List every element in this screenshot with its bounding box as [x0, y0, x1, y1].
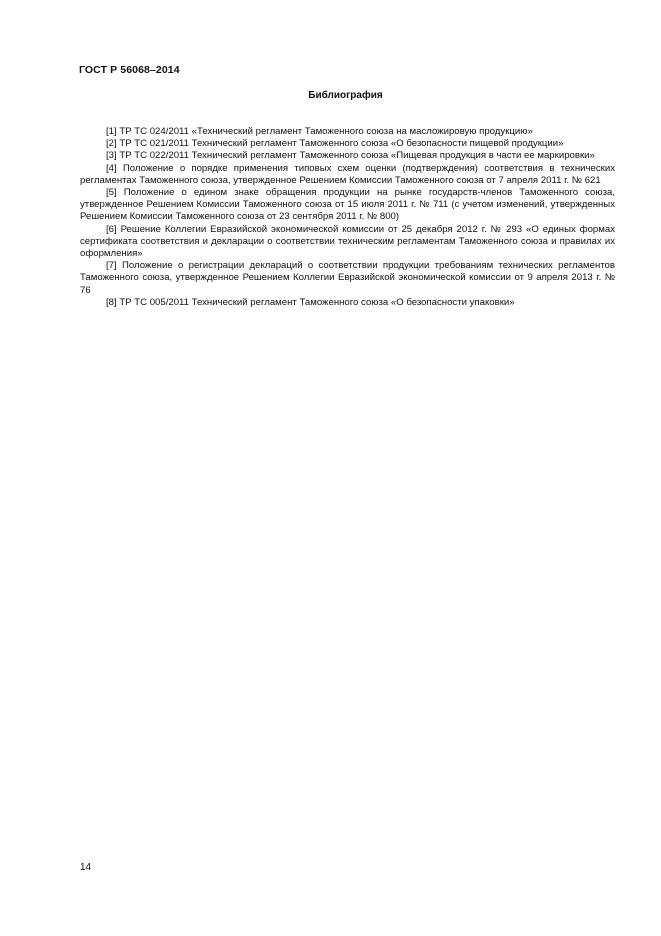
bibliography-item: [3] ТР ТС 022/2011 Технический регламент Таможенного союза «Пищевая продукция в части ее маркировки»: [106, 150, 595, 162]
page-number: 14: [80, 862, 92, 873]
bibliography-item: [8] ТР ТС 005/2011 Технический регламент Таможенного союза «О безопасности упаковки»: [106, 296, 515, 308]
bibliography-item: [1] ТР ТС 024/2011 «Технический регламент Таможенного союза на масложировую продукцию»: [106, 126, 533, 137]
bibliography-item: [5] Положение о едином знаке обращения продукции на рынке государств-членов Таможенного союза, утвержденное Решением Комиссии Таможенного союза от 15 июля 2011 г. № 711 (с учетом изменений, утвержденных Решением Комиссии Таможенного союза от 23 сентября 2011 г. № 800): [80, 187, 615, 223]
document-code: ГОСТ Р 56068–2014: [79, 64, 180, 76]
bibliography-item: [7] Положение о регистрации деклараций о соответствии продукции требованиям технических регламентов Таможенного союза, утвержденное Решением Коллегии Евразийской экономической комиссии от 9 апреля 2013 г. № 76: [80, 260, 615, 296]
bibliography-item: [6] Решение Коллегии Евразийской экономической комиссии от 25 декабря 2012 г. № 293 «О единых формах сертификата соответствия и декларации о соответствии техническим регламентам Таможенного союза и правилах их оформления»: [80, 223, 615, 260]
bibliography-title: Библиография: [308, 90, 383, 101]
bibliography-list: [80, 126, 615, 309]
bibliography-item: [2] ТР ТС 021/2011 Технический регламент Таможенного союза «О безопасности пищевой продукции»: [106, 138, 564, 150]
bibliography-item: [4] Положение о порядке применения типовых схем оценки (подтверждения) соответствия в технических регламентах Таможенного союза, утвержденное Решением Комиссии Таможенного союза от 7 апреля 2011 г. № 621: [80, 162, 615, 186]
